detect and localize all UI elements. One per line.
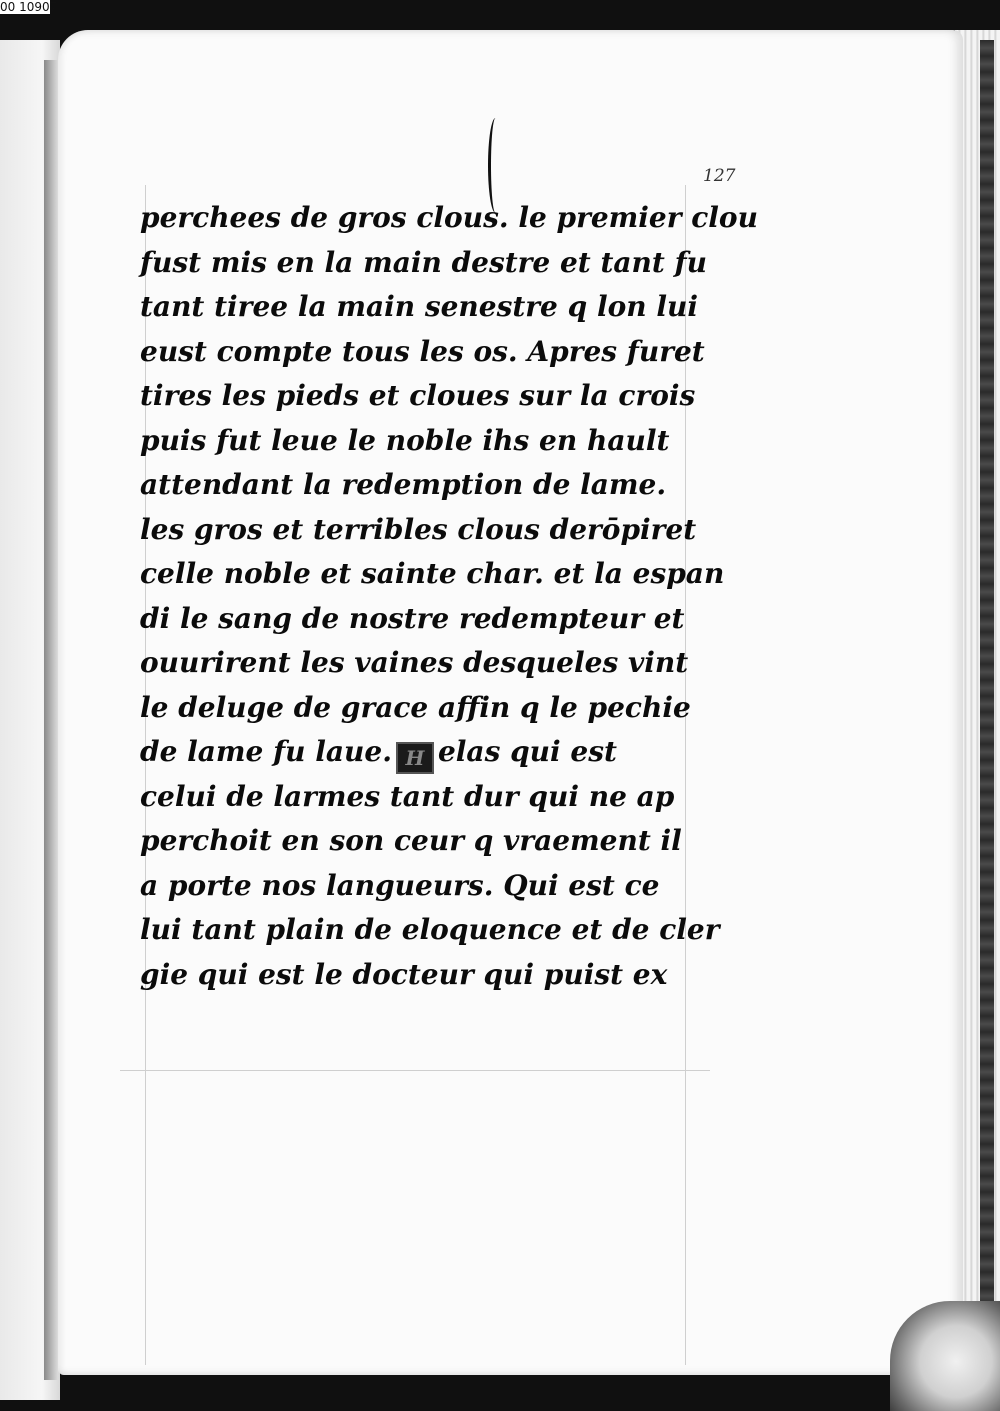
- text-line: attendant la redemption de lame.: [140, 468, 667, 501]
- binding-edge: [980, 40, 994, 1330]
- text-line: les gros et terribles clous derōpiret: [140, 512, 697, 546]
- text-line: tant tiree la main senestre q lon lui: [140, 290, 698, 323]
- text-block: [140, 196, 758, 997]
- decorated-initial: H: [396, 742, 434, 774]
- text-line: fust mis en la main destre et tant fu: [140, 245, 707, 279]
- text-line: lui tant plain de eloquence et de cler: [140, 913, 720, 946]
- text-line: le deluge de grace affin q le pechie: [140, 690, 691, 724]
- text-line: eust compte tous les os. Apres furet: [140, 334, 705, 368]
- text-line: gie qui est le docteur qui puist ex: [140, 957, 668, 991]
- text-line: celle noble et sainte char. et la espan: [140, 557, 725, 590]
- text-line: perchees de gros clous. le premier clou: [140, 201, 758, 234]
- spine-shadow: [44, 60, 58, 1380]
- text-line-end: elas qui est: [437, 735, 617, 768]
- text-line: celui de larmes tant dur qui ne ap: [140, 779, 675, 813]
- text-line: di le sang de nostre redempteur et: [140, 601, 685, 635]
- text-line: puis fut leue le noble ihs en hault: [140, 423, 670, 457]
- archive-label: 00 10907: [0, 0, 58, 14]
- text-line-with-initial: [140, 730, 720, 775]
- text-line: a porte nos langueurs. Qui est ce: [140, 868, 660, 902]
- text-line: ouurirent les vaines desqueles vint: [140, 646, 689, 679]
- text-line: perchoit en son ceur q vraement il: [140, 824, 682, 857]
- text-line-start: de lame fu laue.: [140, 735, 392, 768]
- text-line: tires les pieds et cloues sur la crois: [140, 379, 696, 412]
- folio-number: 127: [703, 166, 736, 186]
- ruling-line-bottom: [120, 1070, 710, 1071]
